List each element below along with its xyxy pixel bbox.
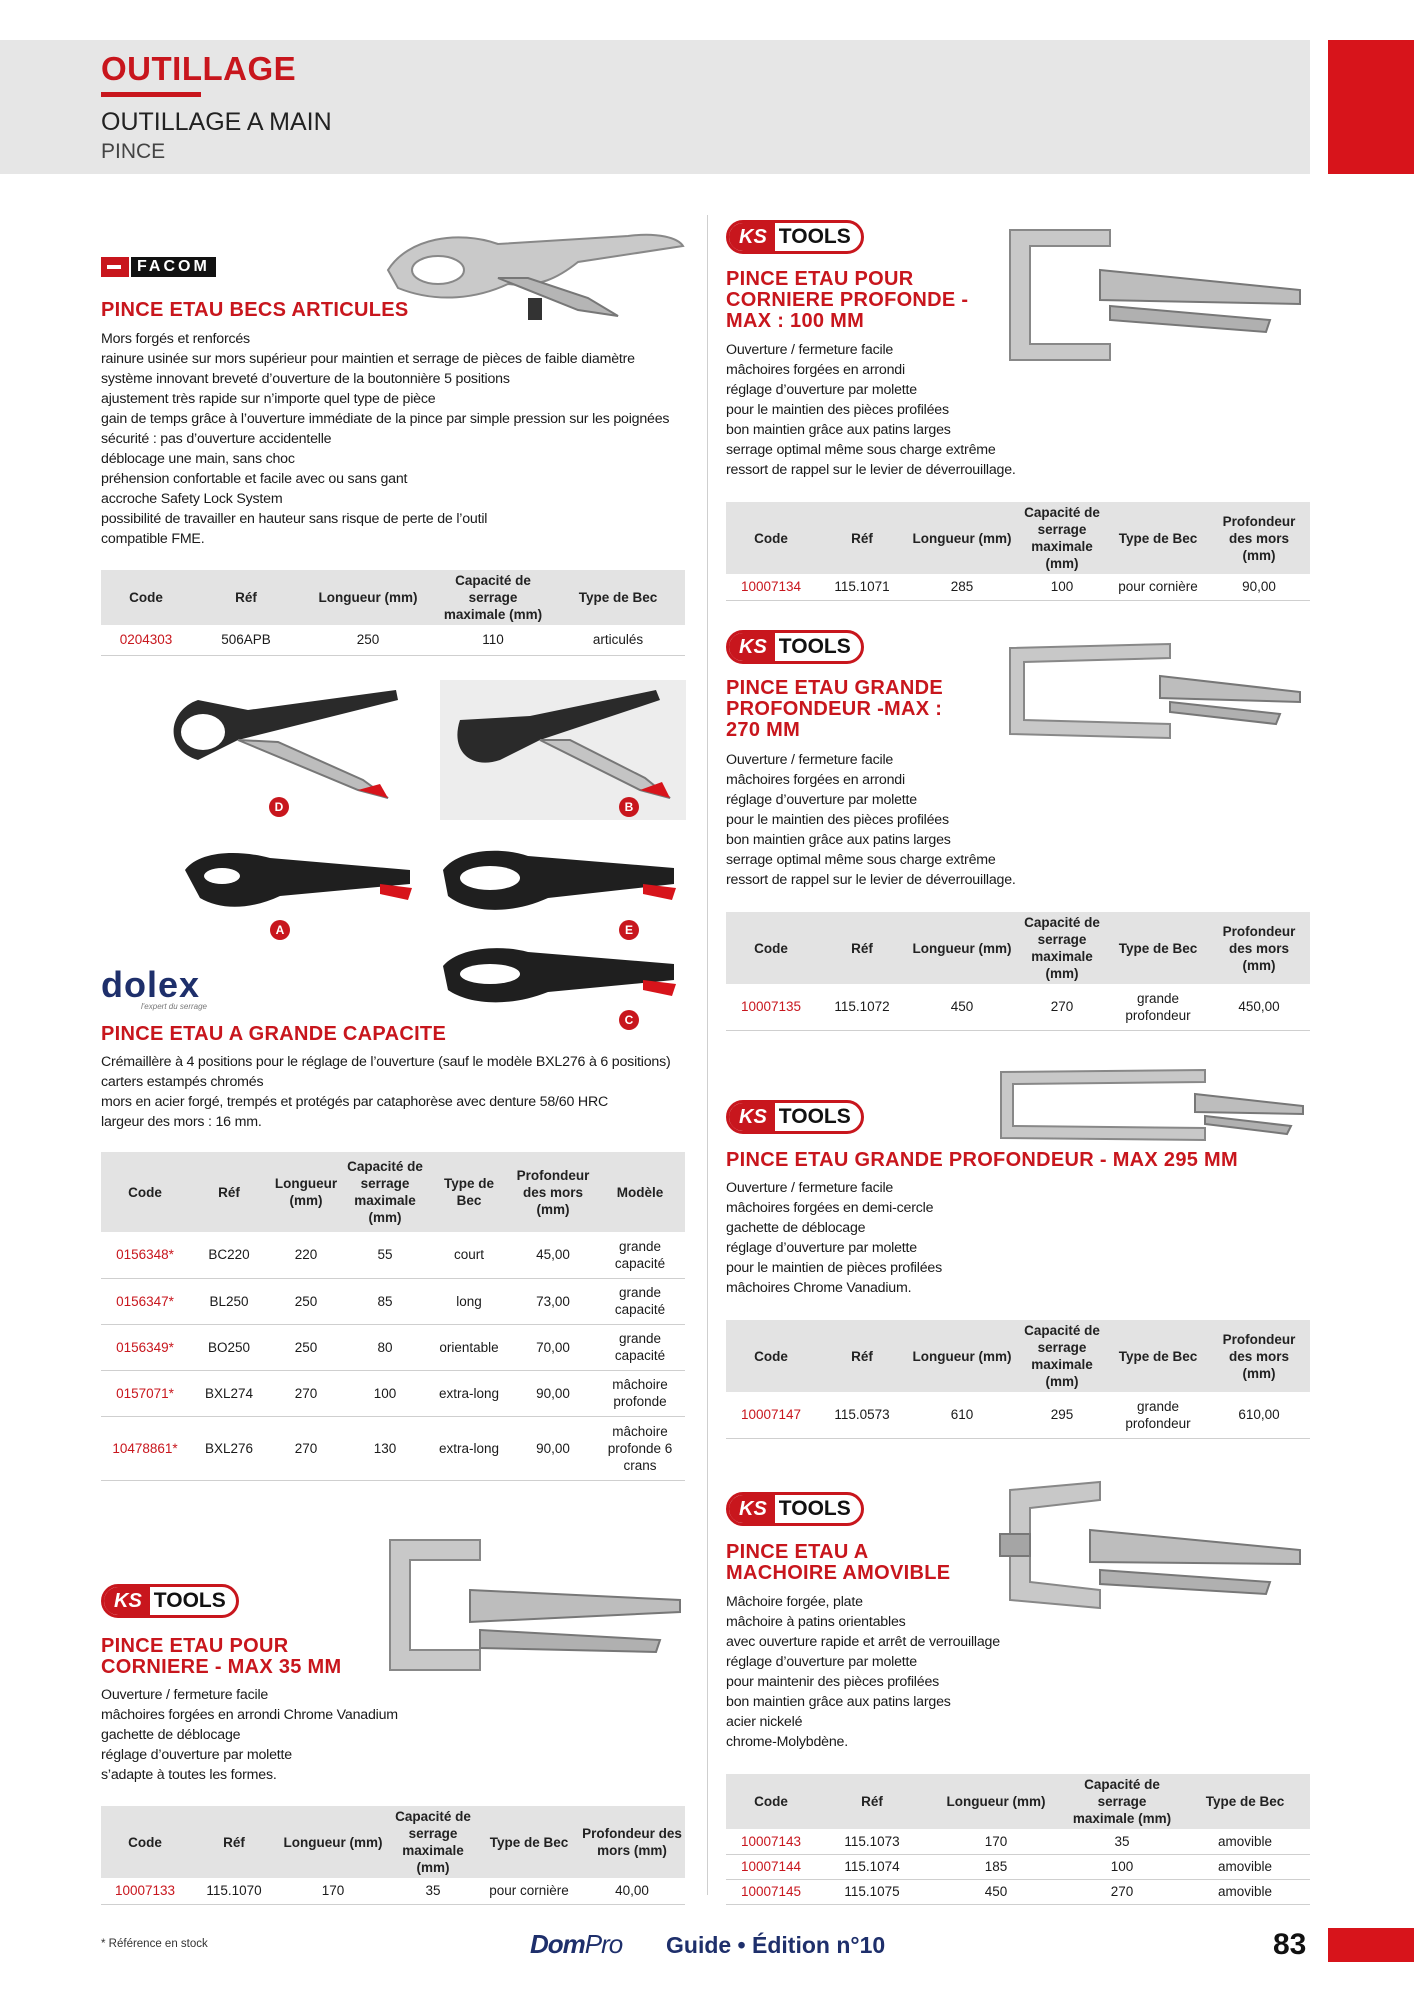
r4-line: Mâchoire forgée, plate	[726, 1594, 863, 1610]
s2-jaw-type: court	[427, 1232, 511, 1278]
r4-line: mâchoire à patins orientables	[726, 1614, 906, 1630]
r4-length: 450	[928, 1879, 1064, 1904]
r4-jaw-type: amovible	[1180, 1854, 1310, 1879]
s1-line: possibilité de travailler en hauteur sans risque de perte de l’outil	[101, 511, 488, 527]
s1-line: préhension confortable et facile avec ou sans gant	[101, 471, 408, 487]
s2-capacity: 130	[343, 1416, 427, 1480]
column-divider	[707, 215, 708, 1895]
r1-title	[726, 269, 968, 332]
s1-line: ajustement très rapide sur n’importe quel type de pièce	[101, 391, 436, 407]
r4-code: 10007143	[726, 1829, 816, 1854]
s2-jaw-type: long	[427, 1278, 511, 1324]
r1-col-header: Profondeur des mors (mm)	[1208, 502, 1310, 574]
s2-code: 0157071*	[101, 1370, 189, 1416]
page-subtitle: OUTILLAGE A MAIN	[101, 108, 332, 136]
r1-description	[726, 340, 1016, 480]
dompro-logo	[530, 1929, 622, 1960]
badge-c: C	[619, 1010, 639, 1030]
page-title: OUTILLAGE	[101, 50, 297, 87]
s2-code: 0156349*	[101, 1324, 189, 1370]
kstools-logo-ks: KS	[729, 1103, 775, 1131]
table-row	[101, 1370, 685, 1416]
page-number: 83	[1273, 1928, 1307, 1961]
facom-logo	[101, 256, 216, 278]
s1-ref: 506APB	[191, 625, 301, 655]
r4-ref: 115.1073	[816, 1829, 928, 1854]
r3-line: pour le maintien de pièces profilées	[726, 1260, 942, 1276]
r3-code: 10007147	[726, 1392, 816, 1438]
r2-title-line: 270 MM	[726, 719, 801, 741]
r1-line: mâchoires forgées en arrondi	[726, 362, 905, 378]
kstools-logo-ks: KS	[729, 223, 775, 251]
s2-ref: BXL274	[189, 1370, 269, 1416]
table-row	[726, 1829, 1310, 1854]
kstools-logo	[726, 1100, 864, 1134]
badge-d: D	[269, 797, 289, 817]
s1-col-header: Capacité de serrage maximale (mm)	[435, 570, 551, 625]
table-row	[101, 1278, 685, 1324]
r2-line: pour le maintien des pièces profilées	[726, 812, 949, 828]
r4-ref: 115.1074	[816, 1854, 928, 1879]
r1-col-header: Code	[726, 502, 816, 574]
title-underline	[101, 92, 201, 97]
s2-depth: 70,00	[511, 1324, 595, 1370]
s3-col-header: Capacité de serrage maximale (mm)	[387, 1806, 479, 1878]
plier-machoire-amovible-image	[990, 1470, 1310, 1620]
r3-col-header: Profondeur des mors (mm)	[1208, 1320, 1310, 1392]
s1-capacity: 110	[435, 625, 551, 655]
r4-line: avec ouverture rapide et arrêt de verrouillage	[726, 1634, 1000, 1650]
s2-jaw-type: extra-long	[427, 1370, 511, 1416]
s2-col-header: Capacité de serrage maximale (mm)	[343, 1152, 427, 1232]
s2-col-header: Longueur (mm)	[269, 1152, 343, 1232]
s2-line: Crémaillère à 4 positions pour le réglage de l’ouverture (sauf le modèle BXL276 à 6 positions)	[101, 1054, 671, 1070]
r2-col-header: Longueur (mm)	[908, 912, 1016, 984]
s2-ref: BL250	[189, 1278, 269, 1324]
s3-code: 10007133	[101, 1878, 189, 1904]
r2-line: Ouverture / fermeture facile	[726, 752, 894, 768]
r4-capacity: 35	[1064, 1829, 1180, 1854]
s2-capacity: 85	[343, 1278, 427, 1324]
r4-code: 10007145	[726, 1879, 816, 1904]
s2-line: carters estampés chromés	[101, 1074, 264, 1090]
r4-jaw-type: amovible	[1180, 1879, 1310, 1904]
r4-capacity: 270	[1064, 1879, 1180, 1904]
kstools-logo-ks: KS	[729, 633, 775, 661]
table-row	[101, 1324, 685, 1370]
plier-b-image	[440, 680, 686, 820]
s3-title-line: CORNIERE - MAX 35 MM	[101, 1656, 342, 1678]
s1-col-header: Réf	[191, 570, 301, 625]
s3-length: 170	[279, 1878, 387, 1904]
s2-line: mors en acier forgé, trempés et protégés par cataphorèse avec denture 58/60 HRC	[101, 1094, 609, 1110]
s3-col-header: Longueur (mm)	[279, 1806, 387, 1878]
s1-line: compatible FME.	[101, 531, 205, 547]
r4-col-header: Type de Bec	[1180, 1774, 1310, 1829]
s2-ref: BC220	[189, 1232, 269, 1278]
r2-col-header: Code	[726, 912, 816, 984]
s2-depth: 45,00	[511, 1232, 595, 1278]
r1-col-header: Capacité de serrage maximale (mm)	[1016, 502, 1108, 574]
s2-depth: 73,00	[511, 1278, 595, 1324]
r4-col-header: Capacité de serrage maximale (mm)	[1064, 1774, 1180, 1829]
r4-line: chrome-Molybdène.	[726, 1734, 848, 1750]
s2-model: grande capacité	[595, 1278, 685, 1324]
r1-col-header: Longueur (mm)	[908, 502, 1016, 574]
r2-line: serrage optimal même sous charge extrême	[726, 852, 996, 868]
r4-line: bon maintien grâce aux patins larges	[726, 1694, 951, 1710]
r4-description	[726, 1592, 1000, 1752]
kstools-logo	[726, 1492, 864, 1526]
kstools-logo	[726, 220, 864, 254]
r4-line: réglage d’ouverture par molette	[726, 1654, 917, 1670]
s2-description	[101, 1052, 671, 1132]
badge-a: A	[270, 920, 290, 940]
s3-col-header: Réf	[189, 1806, 279, 1878]
s2-length: 250	[269, 1278, 343, 1324]
s3-col-header: Profondeur des mors (mm)	[579, 1806, 685, 1878]
r1-line: Ouverture / fermeture facile	[726, 342, 894, 358]
s2-capacity: 80	[343, 1324, 427, 1370]
table-row	[726, 1879, 1310, 1904]
kstools-logo-tools: TOOLS	[778, 1105, 851, 1128]
badge-b: B	[619, 797, 639, 817]
kstools-logo-ks: KS	[104, 1587, 150, 1615]
s1-length: 250	[301, 625, 435, 655]
s3-line: réglage d’ouverture par molette	[101, 1747, 292, 1763]
r3-length: 610	[908, 1392, 1016, 1438]
r2-col-header: Réf	[816, 912, 908, 984]
dompro-logo-pro: Pro	[584, 1929, 623, 1959]
r3-depth: 610,00	[1208, 1392, 1310, 1438]
s2-length: 250	[269, 1324, 343, 1370]
s3-title	[101, 1636, 341, 1678]
r4-jaw-type: amovible	[1180, 1829, 1310, 1854]
s2-model: grande capacité	[595, 1324, 685, 1370]
r2-code: 10007135	[726, 984, 816, 1030]
s3-title-line: PINCE ETAU POUR	[101, 1635, 289, 1657]
kstools-logo-ks: KS	[729, 1495, 775, 1523]
facom-mark-icon	[101, 257, 129, 277]
s1-line: Mors forgés et renforcés	[101, 331, 250, 347]
r3-jaw-type: grande profondeur	[1108, 1392, 1208, 1438]
plier-a-image	[180, 840, 418, 922]
s2-code: 10478861*	[101, 1416, 189, 1480]
r3-col-header: Réf	[816, 1320, 908, 1392]
table-row	[726, 1854, 1310, 1879]
plier-corniere-profonde-image	[1000, 220, 1310, 370]
s1-jaw-type: articulés	[551, 625, 685, 655]
s2-capacity: 100	[343, 1370, 427, 1416]
s2-col-header: Type de Bec	[427, 1152, 511, 1232]
r2-title-line: PROFONDEUR -MAX :	[726, 698, 943, 720]
s2-ref: BO250	[189, 1324, 269, 1370]
s1-line: système innovant breveté d’ouverture de la boutonnière 5 positions	[101, 371, 510, 387]
footer-note: * Référence en stock	[101, 1938, 208, 1950]
s2-col-header: Réf	[189, 1152, 269, 1232]
r4-title-line: MACHOIRE AMOVIBLE	[726, 1562, 951, 1584]
s2-length: 220	[269, 1232, 343, 1278]
s2-length: 270	[269, 1370, 343, 1416]
s2-depth: 90,00	[511, 1370, 595, 1416]
kstools-logo-tools: TOOLS	[778, 225, 851, 248]
r2-capacity: 270	[1016, 984, 1108, 1030]
footer-red-tab	[1328, 1928, 1414, 1962]
plier-c-image	[438, 940, 680, 1014]
r3-title: PINCE ETAU GRANDE PROFONDEUR - MAX 295 MM	[726, 1149, 1238, 1171]
kstools-logo-tools: TOOLS	[153, 1589, 226, 1612]
r4-capacity: 100	[1064, 1854, 1180, 1879]
page-category: PINCE	[101, 140, 166, 163]
kstools-logo	[101, 1584, 239, 1618]
r1-length: 285	[908, 574, 1016, 600]
r4-table	[726, 1774, 1310, 1905]
s3-line: gachette de déblocage	[101, 1727, 241, 1743]
r1-code: 10007134	[726, 574, 816, 600]
table-row	[726, 1392, 1310, 1438]
r1-col-header: Type de Bec	[1108, 502, 1208, 574]
r2-line: réglage d’ouverture par molette	[726, 792, 917, 808]
s2-length: 270	[269, 1416, 343, 1480]
s3-line: Ouverture / fermeture facile	[101, 1687, 269, 1703]
r1-line: pour le maintien des pièces profilées	[726, 402, 949, 418]
r1-line: serrage optimal même sous charge extrême	[726, 442, 996, 458]
r1-line: bon maintien grâce aux patins larges	[726, 422, 951, 438]
s1-col-header: Type de Bec	[551, 570, 685, 625]
s1-col-header: Longueur (mm)	[301, 570, 435, 625]
r3-ref: 115.0573	[816, 1392, 908, 1438]
r3-line: gachette de déblocage	[726, 1220, 866, 1236]
r3-col-header: Type de Bec	[1108, 1320, 1208, 1392]
r2-table	[726, 912, 1310, 1031]
s2-title: PINCE ETAU A GRANDE CAPACITE	[101, 1023, 447, 1045]
r2-col-header: Capacité de serrage maximale (mm)	[1016, 912, 1108, 984]
table-row	[726, 574, 1310, 600]
s1-line: accroche Safety Lock System	[101, 491, 283, 507]
s2-capacity: 55	[343, 1232, 427, 1278]
r2-col-header: Profondeur des mors (mm)	[1208, 912, 1310, 984]
r4-code: 10007144	[726, 1854, 816, 1879]
plier-grande-profondeur-295-image	[995, 1066, 1310, 1146]
s3-col-header: Type de Bec	[479, 1806, 579, 1878]
r4-line: pour maintenir des pièces profilées	[726, 1674, 940, 1690]
r2-jaw-type: grande profondeur	[1108, 984, 1208, 1030]
r3-col-header: Longueur (mm)	[908, 1320, 1016, 1392]
r3-description	[726, 1178, 942, 1298]
r4-line: acier nickelé	[726, 1714, 803, 1730]
s1-table	[101, 570, 685, 656]
s2-model: mâchoire profonde 6 crans	[595, 1416, 685, 1480]
s2-jaw-type: orientable	[427, 1324, 511, 1370]
r3-capacity: 295	[1016, 1392, 1108, 1438]
s1-code: 0204303	[101, 625, 191, 655]
table-row	[101, 1232, 685, 1278]
r1-line: réglage d’ouverture par molette	[726, 382, 917, 398]
r1-title-line: PINCE ETAU POUR	[726, 268, 914, 290]
s2-line: largeur des mors : 16 mm.	[101, 1114, 262, 1130]
s2-col-header: Modèle	[595, 1152, 685, 1232]
s3-depth: 40,00	[579, 1878, 685, 1904]
r2-description	[726, 750, 1016, 890]
r2-line: bon maintien grâce aux patins larges	[726, 832, 951, 848]
r2-title	[726, 678, 943, 741]
s2-ref: BXL276	[189, 1416, 269, 1480]
s2-jaw-type: extra-long	[427, 1416, 511, 1480]
s2-depth: 90,00	[511, 1416, 595, 1480]
table-row	[101, 625, 685, 655]
r3-table	[726, 1320, 1310, 1439]
r1-col-header: Réf	[816, 502, 908, 574]
table-row	[101, 1878, 685, 1904]
r1-title-line: MAX : 100 MM	[726, 310, 865, 332]
s3-line: s’adapte à toutes les formes.	[101, 1767, 277, 1783]
s2-col-header: Profondeur des mors (mm)	[511, 1152, 595, 1232]
r4-title-line: PINCE ETAU A	[726, 1541, 869, 1563]
dolex-logo	[101, 964, 208, 1011]
plier-e-image	[438, 840, 680, 922]
r4-length: 185	[928, 1854, 1064, 1879]
dolex-logo-text: dolex	[101, 964, 201, 1005]
kstools-logo	[726, 630, 864, 664]
r4-length: 170	[928, 1829, 1064, 1854]
r4-col-header: Code	[726, 1774, 816, 1829]
s2-model: grande capacité	[595, 1232, 685, 1278]
plier-corniere-35-image	[360, 1530, 690, 1680]
kstools-logo-tools: TOOLS	[778, 1497, 851, 1520]
s2-code: 0156347*	[101, 1278, 189, 1324]
plier-grande-profondeur-270-image	[1000, 636, 1310, 746]
r3-line: réglage d’ouverture par molette	[726, 1240, 917, 1256]
s2-code: 0156348*	[101, 1232, 189, 1278]
r4-ref: 115.1075	[816, 1879, 928, 1904]
s3-jaw-type: pour cornière	[479, 1878, 579, 1904]
r3-line: Ouverture / fermeture facile	[726, 1180, 894, 1196]
kstools-logo-tools: TOOLS	[778, 635, 851, 658]
dolex-tagline: l'expert du serrage	[141, 1002, 208, 1011]
r2-ref: 115.1072	[816, 984, 908, 1030]
s1-line: sécurité : pas d’ouverture accidentelle	[101, 431, 332, 447]
r2-length: 450	[908, 984, 1016, 1030]
s3-description	[101, 1685, 398, 1785]
s3-line: mâchoires forgées en arrondi Chrome Vanadium	[101, 1707, 398, 1723]
r1-ref: 115.1071	[816, 574, 908, 600]
s1-line: déblocage une main, sans choc	[101, 451, 295, 467]
s1-description	[101, 329, 669, 549]
r4-col-header: Longueur (mm)	[928, 1774, 1064, 1829]
r2-depth: 450,00	[1208, 984, 1310, 1030]
header-red-tab	[1328, 40, 1414, 174]
r3-col-header: Capacité de serrage maximale (mm)	[1016, 1320, 1108, 1392]
facom-logo-text: FACOM	[131, 257, 216, 277]
r1-table	[726, 502, 1310, 601]
r1-capacity: 100	[1016, 574, 1108, 600]
r1-line: ressort de rappel sur le levier de déverrouillage.	[726, 462, 1016, 478]
dompro-logo-dom: Dom	[530, 1929, 585, 1959]
footer-guide-edition: Guide • Édition n°10	[666, 1932, 886, 1958]
table-row	[101, 1416, 685, 1480]
s1-col-header: Code	[101, 570, 191, 625]
plier-d-image	[158, 680, 410, 810]
s3-ref: 115.1070	[189, 1878, 279, 1904]
r2-line: ressort de rappel sur le levier de déverrouillage.	[726, 872, 1016, 888]
r2-title-line: PINCE ETAU GRANDE	[726, 677, 943, 699]
r2-col-header: Type de Bec	[1108, 912, 1208, 984]
r3-col-header: Code	[726, 1320, 816, 1392]
r3-line: mâchoires forgées en demi-cercle	[726, 1200, 934, 1216]
s3-col-header: Code	[101, 1806, 189, 1878]
r3-line: mâchoires Chrome Vanadium.	[726, 1280, 912, 1296]
s2-table	[101, 1152, 685, 1481]
r1-jaw-type: pour cornière	[1108, 574, 1208, 600]
table-row	[726, 984, 1310, 1030]
plier-articulated-image	[378, 218, 688, 326]
s2-col-header: Code	[101, 1152, 189, 1232]
s1-line: gain de temps grâce à l’ouverture immédiate de la pince par simple pression sur les poignées	[101, 411, 670, 427]
r4-col-header: Réf	[816, 1774, 928, 1829]
s1-title: PINCE ETAU BECS ARTICULES	[101, 299, 409, 321]
s1-line: rainure usinée sur mors supérieur pour maintien et serrage de pièces de faible diamètre	[101, 351, 635, 367]
r4-title	[726, 1542, 950, 1584]
r1-title-line: CORNIERE PROFONDE -	[726, 289, 969, 311]
r2-line: mâchoires forgées en arrondi	[726, 772, 905, 788]
badge-e: E	[619, 920, 639, 940]
s3-capacity: 35	[387, 1878, 479, 1904]
s3-table	[101, 1806, 685, 1905]
s2-model: mâchoire profonde	[595, 1370, 685, 1416]
r1-depth: 90,00	[1208, 574, 1310, 600]
